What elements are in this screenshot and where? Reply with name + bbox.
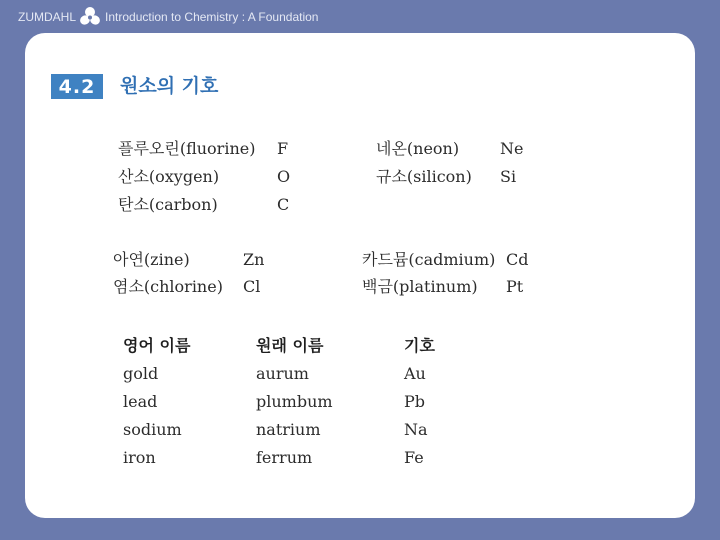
element-name: 네온(neon) [376,139,460,158]
table-header-original-name: 원래 이름 [256,336,324,355]
element-symbol: C [277,195,290,214]
element-symbol: F [277,139,289,158]
element-symbol: Ne [500,139,524,158]
element-symbol: Cl [243,277,261,296]
element-name: 백금(platinum) [362,277,478,296]
element-name: 플루오린(fluorine) [118,139,256,158]
section-number-badge: 4.2 [51,74,103,99]
element-name: 규소(silicon) [376,167,472,186]
brand-name: ZUMDAHL [18,10,77,24]
slide-header [18,6,318,28]
table-cell-symbol: Fe [404,448,424,467]
table-cell-symbol: Pb [404,392,426,411]
table-cell-original: plumbum [256,392,333,411]
table-cell-original: natrium [256,420,321,439]
table-header-english-name: 영어 이름 [123,336,191,355]
element-name: 산소(oxygen) [118,167,220,186]
table-cell-english: sodium [123,420,182,439]
content-card [25,33,695,518]
element-symbol: O [277,167,291,186]
element-name: 염소(chlorine) [113,277,223,296]
table-cell-symbol: Au [404,364,426,383]
table-cell-symbol: Na [404,420,428,439]
element-symbol: Pt [506,277,524,296]
book-title: Introduction to Chemistry : A Foundation [105,10,319,24]
pinwheel-logo-icon [78,5,102,29]
table-cell-english: iron [123,448,156,467]
section-title: 원소의 기호 [120,75,219,97]
table-cell-original: aurum [256,364,309,383]
table-cell-english: lead [123,392,158,411]
element-symbol: Si [500,167,517,186]
table-cell-original: ferrum [256,448,313,467]
table-cell-english: gold [123,364,159,383]
element-symbol: Cd [506,250,529,269]
table-header-symbol: 기호 [404,336,435,355]
element-symbol: Zn [243,250,265,269]
element-name: 탄소(carbon) [118,195,218,214]
element-name: 카드뮴(cadmium) [362,250,496,269]
element-name: 아연(zine) [113,250,190,269]
